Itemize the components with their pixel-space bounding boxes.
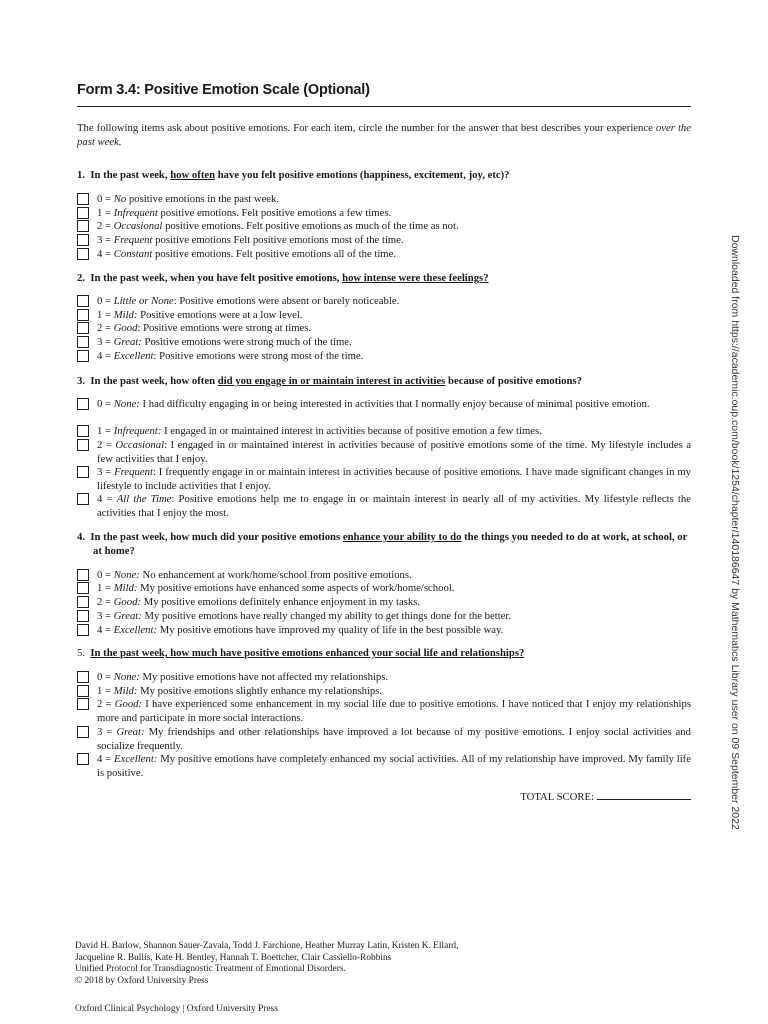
- option-row: 2 = Occasional positive emotions. Felt positive emotions as much of the time as not.: [77, 220, 691, 234]
- citation-authors-line-1: David H. Barlow, Shannon Sauer-Zavala, Todd J. Farchione, Heather Murray Latin, Kristen K. Ellard,: [75, 941, 459, 951]
- option-row: 0 = None: No enhancement at work/home/school from positive emotions.: [77, 569, 691, 583]
- option-row: 2 = Good: My positive emotions definitely enhance enjoyment in my tasks.: [77, 596, 691, 610]
- total-score-label: TOTAL SCORE:: [520, 791, 594, 803]
- checkbox[interactable]: [77, 671, 89, 683]
- checkbox[interactable]: [77, 398, 89, 410]
- option-row: 1 = Infrequent: I engaged in or maintained interest in activities because of positive emotion a few times.: [77, 425, 691, 439]
- citation: [75, 941, 635, 987]
- option-row: 4 = Excellent: My positive emotions have improved my quality of life in the best possible way.: [77, 624, 691, 638]
- checkbox[interactable]: [77, 493, 89, 505]
- option-row: 0 = No positive emotions in the past week.: [77, 193, 691, 207]
- checkbox[interactable]: [77, 248, 89, 260]
- question-number: 5.: [77, 647, 86, 659]
- option-row: 2 = Good: Positive emotions were strong at times.: [77, 322, 691, 336]
- question-4: 4. In the past week, how much did your positive emotions enhance your ability to do the things you needed to do at work, at school, or at home?: [77, 531, 688, 557]
- checkbox[interactable]: [77, 425, 89, 437]
- option-row: 0 = None: I had difficulty engaging in or being interested in activities that I normally enjoy because of minimal positive emotion.: [77, 398, 691, 412]
- option-row: 4 = Constant positive emotions. Felt positive emotions all of the time.: [77, 248, 691, 262]
- checkbox[interactable]: [77, 624, 89, 636]
- checkbox[interactable]: [77, 295, 89, 307]
- option-row: 0 = None: My positive emotions have not affected my relationships.: [77, 671, 691, 685]
- checkbox[interactable]: [77, 207, 89, 219]
- intro-paragraph: [77, 121, 691, 149]
- intro-text: The following items ask about positive emotions. For each item, circle the number for the answer that best describes your experience: [77, 122, 656, 134]
- title-divider: [77, 106, 691, 107]
- option-row: 1 = Infrequent positive emotions. Felt positive emotions a few times.: [77, 207, 691, 221]
- option-row: 0 = Little or None: Positive emotions were absent or barely noticeable.: [77, 295, 691, 309]
- checkbox[interactable]: [77, 322, 89, 334]
- checkbox[interactable]: [77, 753, 89, 765]
- citation-copyright: © 2018 by Oxford University Press: [75, 975, 209, 986]
- intro-emphasis: over the past week.: [77, 122, 692, 148]
- option-row: 1 = Mild: My positive emotions have enhanced some aspects of work/home/school.: [77, 582, 691, 596]
- option-row: 3 = Great: My positive emotions have really changed my ability to get things done for the better.: [77, 610, 691, 624]
- question-5: 5. In the past week, how much have positive emotions enhanced your social life and relationships?: [77, 647, 525, 659]
- checkbox[interactable]: [77, 582, 89, 594]
- checkbox[interactable]: [77, 220, 89, 232]
- option-row: 1 = Mild: Positive emotions were at a low level.: [77, 309, 691, 323]
- option-row: 3 = Great: Positive emotions were strong much of the time.: [77, 336, 691, 350]
- citation-authors-line-2: Jacqueline R. Bullis, Kate H. Bentley, Hannah T. Boettcher, Clair Cassiello-Robbins: [75, 952, 392, 963]
- checkbox[interactable]: [77, 685, 89, 697]
- checkbox[interactable]: [77, 466, 89, 478]
- option-row: 3 = Frequent positive emotions Felt positive emotions most of the time.: [77, 234, 691, 248]
- question-1: 1. In the past week, how often have you felt positive emotions (happiness, excitement, joy, etc)?: [77, 169, 510, 181]
- option-row: 3 = Great: My friendships and other relationships have improved a lot because of my positive emotions. I enjoy social activities and socialize frequently.: [77, 726, 691, 753]
- question-2: 2. In the past week, when you have felt positive emotions, how intense were these feelings?: [77, 272, 489, 284]
- checkbox[interactable]: [77, 309, 89, 321]
- checkbox[interactable]: [77, 610, 89, 622]
- page-title: Form 3.4: Positive Emotion Scale (Optional): [77, 82, 370, 98]
- option-row: 4 = Excellent: Positive emotions were strong most of the time.: [77, 350, 691, 364]
- checkbox[interactable]: [77, 698, 89, 710]
- option-row: 1 = Mild: My positive emotions slightly enhance my relationships.: [77, 685, 691, 699]
- option-row: 2 = Good: I have experienced some enhancement in my social life due to positive emotions. I have noticed that I enjoy my relationships more and participate in more social interactions.: [77, 698, 691, 725]
- option-row: 2 = Occasional: I engaged in or maintained interest in activities because of positive emotions some of the time. My lifestyle includes a few activities that I enjoy.: [77, 439, 691, 466]
- checkbox[interactable]: [77, 726, 89, 738]
- checkbox[interactable]: [77, 193, 89, 205]
- total-score: [520, 790, 691, 803]
- download-watermark: Downloaded from https://academic.oup.com/book/1254/chapter/140186647 by Mathematics Library user on 09 September 2022: [729, 235, 741, 830]
- question-3: 3. In the past week, how often did you engage in or maintain interest in activities because of positive emotions?: [77, 375, 582, 387]
- checkbox[interactable]: [77, 596, 89, 608]
- checkbox[interactable]: [77, 569, 89, 581]
- question-number: 2.: [77, 272, 86, 284]
- publisher-footer: Oxford Clinical Psychology | Oxford University Press: [75, 1004, 278, 1014]
- checkbox[interactable]: [77, 234, 89, 246]
- citation-book-title: Unified Protocol for Transdiagnostic Treatment of Emotional Disorders.: [75, 964, 346, 975]
- checkbox[interactable]: [77, 439, 89, 451]
- question-number: 1.: [77, 169, 86, 181]
- total-score-field[interactable]: [597, 790, 691, 800]
- checkbox[interactable]: [77, 350, 89, 362]
- option-row: 4 = All the Time: Positive emotions help me to engage in or maintain interest in nearly all of my activities. My lifestyle reflects the activities that I enjoy the most.: [77, 493, 691, 520]
- option-row: 3 = Frequent: I frequently engage in or maintain interest in activities because of positive emotions. I have made significant changes in my lifestyle to include activities that I enjoy.: [77, 466, 691, 493]
- question-number: 3.: [77, 375, 86, 387]
- checkbox[interactable]: [77, 336, 89, 348]
- option-row: 4 = Excellent: My positive emotions have completely enhanced my social activities. All of my relationship have improved. My family life is positive.: [77, 753, 691, 780]
- question-number: 4.: [77, 531, 86, 543]
